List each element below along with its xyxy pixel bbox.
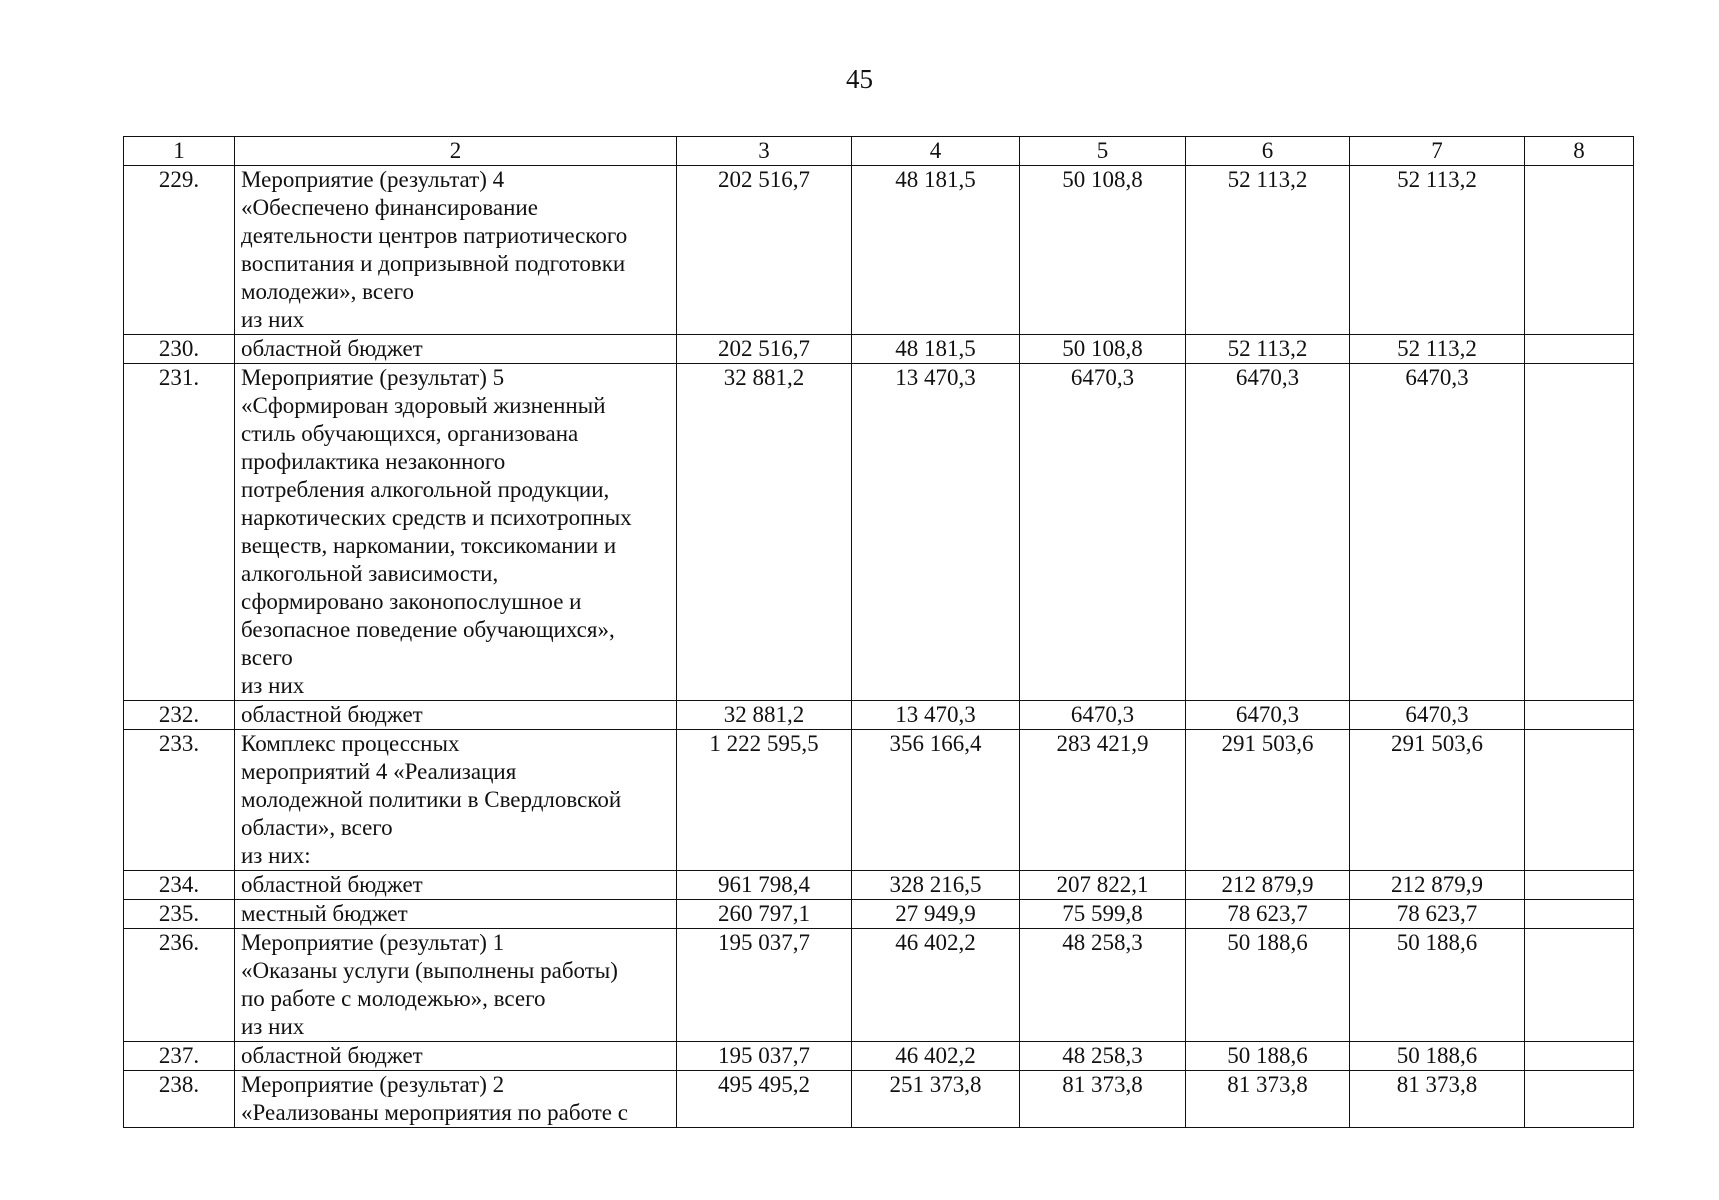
- value-cell-6: 52 113,2: [1186, 335, 1350, 364]
- row-number-cell: 232.: [124, 701, 235, 730]
- value-cell-7: 291 503,6: [1350, 730, 1525, 871]
- value-cell-6: 52 113,2: [1186, 166, 1350, 335]
- value-cell-3: 195 037,7: [677, 929, 852, 1042]
- value-cell-7: 212 879,9: [1350, 871, 1525, 900]
- description-line: областной бюджет: [241, 872, 423, 897]
- value-cell-4: 27 949,9: [852, 900, 1020, 929]
- value-cell-4: 48 181,5: [852, 335, 1020, 364]
- description-cell: [235, 364, 677, 701]
- value-cell-7: 81 373,8: [1350, 1071, 1525, 1128]
- value-cell-8: [1525, 364, 1634, 701]
- table-body: [124, 166, 1634, 1128]
- description-cell: [235, 1071, 677, 1128]
- description-line: профилактика незаконного: [241, 449, 506, 474]
- value-cell-4: 13 470,3: [852, 364, 1020, 701]
- description-cell: [235, 166, 677, 335]
- description-cell: [235, 701, 677, 730]
- value-cell-8: [1525, 701, 1634, 730]
- value-cell-4: 251 373,8: [852, 1071, 1020, 1128]
- page-number: 45: [846, 64, 873, 94]
- description-line: по работе с молодежью», всего: [241, 986, 546, 1011]
- column-header: 6: [1186, 137, 1350, 166]
- description-line: Мероприятие (результат) 1: [241, 930, 505, 955]
- description-line: воспитания и допризывной подготовки: [241, 251, 626, 276]
- description-line: молодежи», всего: [241, 279, 414, 304]
- description-cell: [235, 335, 677, 364]
- value-cell-8: [1525, 871, 1634, 900]
- row-number-cell: 231.: [124, 364, 235, 701]
- value-cell-3: 260 797,1: [677, 900, 852, 929]
- description-line: Мероприятие (результат) 5: [241, 365, 505, 390]
- description-line: молодежной политики в Свердловской: [241, 787, 622, 812]
- description-cell: [235, 929, 677, 1042]
- value-cell-5: 207 822,1: [1020, 871, 1186, 900]
- value-cell-4: 48 181,5: [852, 166, 1020, 335]
- value-cell-4: 356 166,4: [852, 730, 1020, 871]
- value-cell-8: [1525, 1071, 1634, 1128]
- description-line: областной бюджет: [241, 336, 423, 361]
- value-cell-3: 202 516,7: [677, 166, 852, 335]
- row-number-cell: 229.: [124, 166, 235, 335]
- value-cell-5: 75 599,8: [1020, 900, 1186, 929]
- description-line: всего: [241, 645, 293, 670]
- column-header: 2: [235, 137, 677, 166]
- value-cell-5: 81 373,8: [1020, 1071, 1186, 1128]
- column-header: 4: [852, 137, 1020, 166]
- table-row: [124, 1042, 1634, 1071]
- description-line: «Реализованы мероприятия по работе с: [241, 1100, 628, 1125]
- description-line: алкогольной зависимости,: [241, 561, 499, 586]
- column-header: 7: [1350, 137, 1525, 166]
- description-line: «Сформирован здоровый жизненный: [241, 393, 606, 418]
- value-cell-8: [1525, 929, 1634, 1042]
- description-cell: [235, 730, 677, 871]
- table-row: [124, 364, 1634, 701]
- column-header: 8: [1525, 137, 1634, 166]
- value-cell-5: 50 108,8: [1020, 335, 1186, 364]
- value-cell-3: 961 798,4: [677, 871, 852, 900]
- value-cell-3: 202 516,7: [677, 335, 852, 364]
- description-line: «Оказаны услуги (выполнены работы): [241, 958, 618, 983]
- value-cell-7: 78 623,7: [1350, 900, 1525, 929]
- description-cell: [235, 900, 677, 929]
- value-cell-5: 48 258,3: [1020, 929, 1186, 1042]
- value-cell-6: 50 188,6: [1186, 929, 1350, 1042]
- value-cell-3: 495 495,2: [677, 1071, 852, 1128]
- table-row: [124, 166, 1634, 335]
- column-header: 5: [1020, 137, 1186, 166]
- description-line: области», всего: [241, 815, 393, 840]
- row-number-cell: 237.: [124, 1042, 235, 1071]
- value-cell-8: [1525, 335, 1634, 364]
- description-line: сформировано законопослушное и: [241, 589, 582, 614]
- description-line: стиль обучающихся, организована: [241, 421, 579, 446]
- description-cell: [235, 1042, 677, 1071]
- table-row: [124, 929, 1634, 1042]
- description-line: Мероприятие (результат) 4: [241, 167, 505, 192]
- value-cell-7: 50 188,6: [1350, 1042, 1525, 1071]
- value-cell-6: 81 373,8: [1186, 1071, 1350, 1128]
- value-cell-8: [1525, 166, 1634, 335]
- row-number-cell: 236.: [124, 929, 235, 1042]
- value-cell-7: 52 113,2: [1350, 166, 1525, 335]
- value-cell-6: 291 503,6: [1186, 730, 1350, 871]
- column-header: 3: [677, 137, 852, 166]
- value-cell-4: 328 216,5: [852, 871, 1020, 900]
- description-cell: [235, 871, 677, 900]
- value-cell-5: 50 108,8: [1020, 166, 1186, 335]
- value-cell-4: 13 470,3: [852, 701, 1020, 730]
- value-cell-8: [1525, 900, 1634, 929]
- description-line: наркотических средств и психотропных: [241, 505, 632, 530]
- value-cell-4: 46 402,2: [852, 929, 1020, 1042]
- description-line: местный бюджет: [241, 901, 408, 926]
- row-number-cell: 234.: [124, 871, 235, 900]
- row-number-cell: 230.: [124, 335, 235, 364]
- description-line: потребления алкогольной продукции,: [241, 477, 610, 502]
- table-row: [124, 335, 1634, 364]
- value-cell-6: 6470,3: [1186, 701, 1350, 730]
- value-cell-7: 6470,3: [1350, 364, 1525, 701]
- value-cell-4: 46 402,2: [852, 1042, 1020, 1071]
- description-line: областной бюджет: [241, 702, 423, 727]
- description-line: из них: [241, 1014, 305, 1039]
- description-line: безопасное поведение обучающихся»,: [241, 617, 615, 642]
- value-cell-7: 6470,3: [1350, 701, 1525, 730]
- value-cell-6: 78 623,7: [1186, 900, 1350, 929]
- column-header: 1: [124, 137, 235, 166]
- description-line: «Обеспечено финансирование: [241, 195, 538, 220]
- table-row: [124, 730, 1634, 871]
- value-cell-7: 52 113,2: [1350, 335, 1525, 364]
- value-cell-3: 32 881,2: [677, 701, 852, 730]
- row-number-cell: 235.: [124, 900, 235, 929]
- value-cell-5: 6470,3: [1020, 701, 1186, 730]
- table-row: [124, 1071, 1634, 1128]
- description-line: деятельности центров патриотического: [241, 223, 628, 248]
- value-cell-7: 50 188,6: [1350, 929, 1525, 1042]
- description-line: Комплекс процессных: [241, 731, 460, 756]
- value-cell-3: 1 222 595,5: [677, 730, 852, 871]
- description-line: областной бюджет: [241, 1043, 423, 1068]
- table-row: [124, 701, 1634, 730]
- value-cell-5: 48 258,3: [1020, 1042, 1186, 1071]
- value-cell-6: 212 879,9: [1186, 871, 1350, 900]
- row-number-cell: 233.: [124, 730, 235, 871]
- value-cell-3: 195 037,7: [677, 1042, 852, 1071]
- table-row: [124, 900, 1634, 929]
- description-line: из них:: [241, 843, 311, 868]
- value-cell-5: 283 421,9: [1020, 730, 1186, 871]
- description-line: из них: [241, 673, 305, 698]
- value-cell-6: 50 188,6: [1186, 1042, 1350, 1071]
- description-line: Мероприятие (результат) 2: [241, 1072, 505, 1097]
- description-line: из них: [241, 307, 305, 332]
- value-cell-3: 32 881,2: [677, 364, 852, 701]
- row-number-cell: 238.: [124, 1071, 235, 1128]
- value-cell-5: 6470,3: [1020, 364, 1186, 701]
- value-cell-6: 6470,3: [1186, 364, 1350, 701]
- value-cell-8: [1525, 1042, 1634, 1071]
- description-line: мероприятий 4 «Реализация: [241, 759, 517, 784]
- budget-table: [123, 136, 1634, 1128]
- column-number-header-row: [124, 137, 1634, 166]
- table-row: [124, 871, 1634, 900]
- description-line: веществ, наркомании, токсикомании и: [241, 533, 617, 558]
- value-cell-8: [1525, 730, 1634, 871]
